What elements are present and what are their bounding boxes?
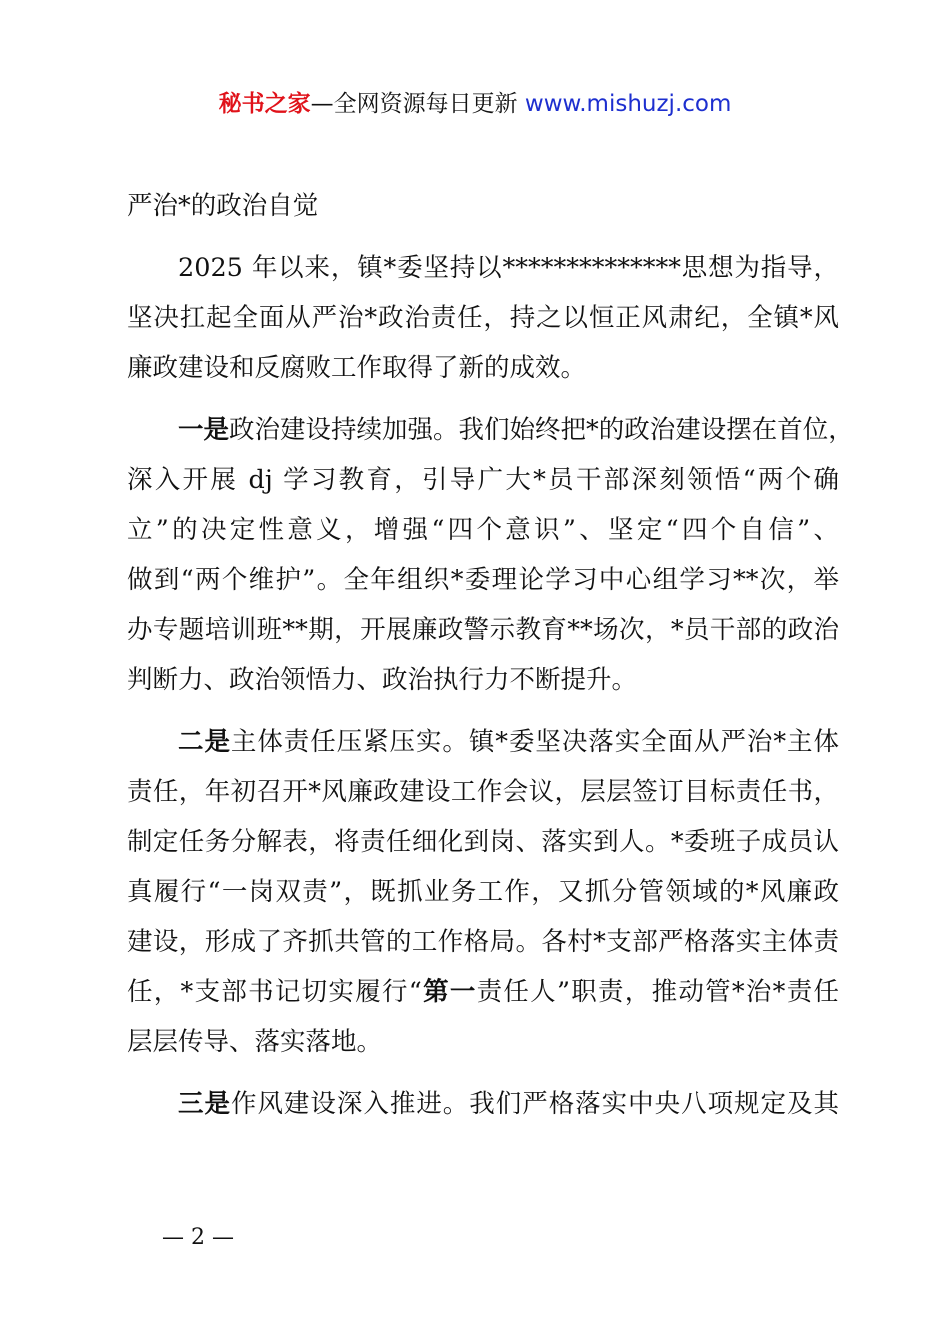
text-line: 责任，年初召开*风廉政建设工作会议，层层签订目标责任书， [127, 777, 839, 807]
text-line: 办专题培训班**期，开展廉政警示教育**场次，*员干部的政治 [127, 615, 839, 645]
text-line: 立”的决定性意义，增强“四个意识”、坚定“四个自信”、 [127, 515, 839, 545]
text-segment: 任，*支部书记切实履行“ [127, 977, 422, 1007]
paragraph-point-one [127, 405, 854, 705]
point-heading-text: 主体责任压紧压实。镇*委坚决落实全面从严治*主体 [230, 727, 839, 757]
text-line [127, 1079, 839, 1129]
point-heading-text: 政治建设持续加强。我们始终把*的政治建设摆在首位， [229, 415, 854, 445]
text-line: 层层传导、落实落地。 [127, 1027, 383, 1057]
point-lead: 一是 [178, 415, 230, 445]
text-line: 真履行“一岗双责”，既抓业务工作，又抓分管领域的*风廉政 [127, 877, 839, 907]
paragraph-continuation [127, 181, 839, 231]
text-line: 深入开展 dj 学习教育，引导广大*员干部深刻领悟“两个确 [127, 465, 839, 495]
text-line: 制定任务分解表，将责任细化到岗、落实到人。*委班子成员认 [127, 827, 839, 857]
text-line [127, 717, 839, 767]
paragraph-intro [127, 243, 839, 393]
document-body [127, 181, 854, 1129]
text-line: 判断力、政治领悟力、政治执行力不断提升。 [127, 665, 638, 695]
brand-name: 秘书之家 [218, 91, 311, 117]
emphasis-text: 第一 [421, 977, 477, 1007]
text-line: 坚决扛起全面从严治*政治责任，持之以恒正风肃纪，全镇*风 [127, 303, 839, 333]
website-url[interactable]: www.mishuzj.com [524, 91, 732, 117]
point-heading-text: 作风建设深入推进。我们严格落实中央八项规定及其 [230, 1089, 839, 1119]
text-line: 廉政建设和反腐败工作取得了新的成效。 [127, 353, 587, 383]
header-tagline: —全网资源每日更新 [310, 91, 518, 117]
text-line [127, 967, 839, 1017]
paragraph-point-three [127, 1079, 839, 1129]
text-line [127, 405, 854, 455]
point-lead: 三是 [178, 1089, 231, 1119]
text-line: 做到“两个维护”。全年组织*委理论学习中心组学习**次，举 [127, 565, 839, 595]
text-line: 2025 年以来，镇*委坚持以**************思想为指导， [178, 253, 839, 283]
text-line: 严治*的政治自觉 [127, 191, 319, 221]
text-line: 建设，形成了齐抓共管的工作格局。各村*支部严格落实主体责 [127, 927, 839, 957]
page-number: — 2 — [162, 1225, 234, 1250]
page-header [0, 84, 950, 124]
text-segment: 责任人”职责，推动管*治*责任 [476, 977, 839, 1007]
paragraph-point-two [127, 717, 839, 1067]
point-lead: 二是 [178, 727, 231, 757]
